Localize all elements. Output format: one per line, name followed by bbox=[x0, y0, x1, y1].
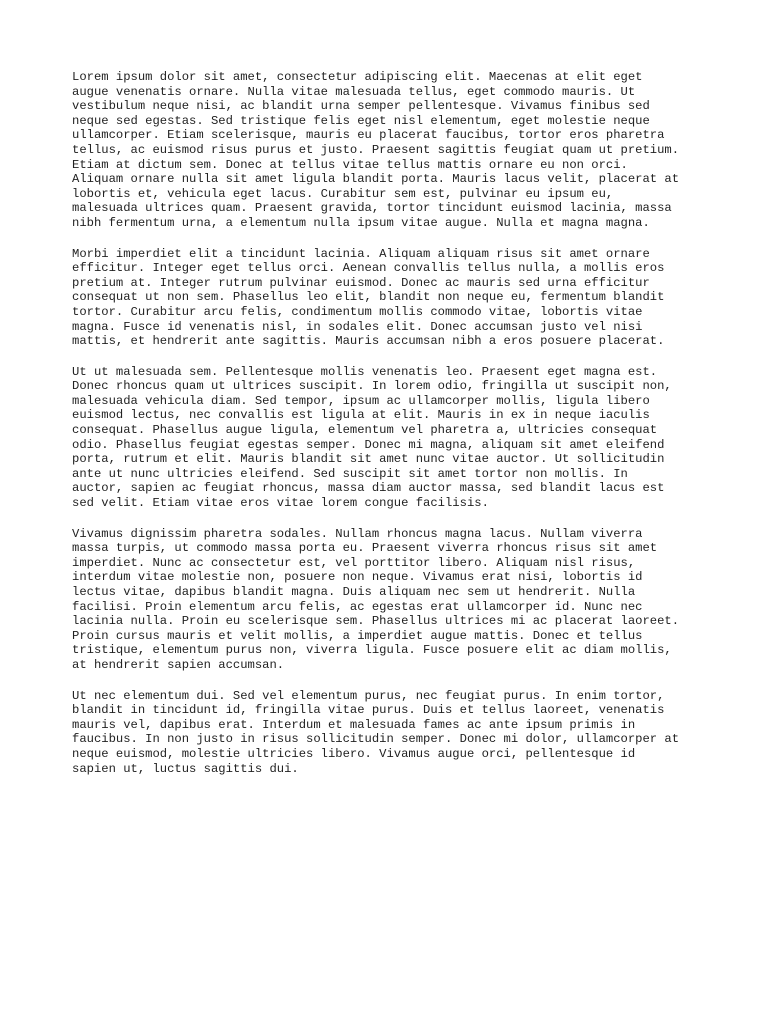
text-line: blandit in tincidunt id, fringilla vitae purus. Duis et tellus laoreet, venenatis bbox=[72, 703, 665, 718]
text-line: Vivamus dignissim pharetra sodales. Nullam rhoncus magna lacus. Nullam viverra bbox=[72, 526, 643, 541]
text-line: malesuada vehicula diam. Sed tempor, ipsum ac ullamcorper mollis, ligula libero bbox=[72, 393, 650, 408]
text-line: odio. Phasellus feugiat egestas semper. Donec mi magna, aliquam sit amet eleifend bbox=[72, 437, 665, 452]
text-line: euismod lectus, nec convallis est ligula at elit. Mauris in ex in neque iaculis bbox=[72, 408, 650, 423]
text-line: tristique, elementum purus non, viverra ligula. Fusce posuere elit ac diam mollis, bbox=[72, 643, 672, 658]
text-line: lectus vitae, dapibus blandit magna. Duis aliquam nec sem ut hendrerit. Nulla bbox=[72, 585, 636, 599]
text-line: mauris vel, dapibus erat. Interdum et malesuada fames ac ante ipsum primis in bbox=[72, 717, 636, 732]
text-line: auctor, sapien ac feugiat rhoncus, massa diam auctor massa, sed blandit lacus est bbox=[72, 481, 665, 496]
text-line: massa turpis, ut commodo massa porta eu. Praesent viverra rhoncus risus sit amet bbox=[72, 541, 658, 556]
text-line: neque euismod, molestie ultricies libero. Vivamus augue orci, pellentesque id bbox=[72, 746, 636, 761]
text-line: pretium at. Integer rutrum pulvinar euismod. Donec ac mauris sed urna efficitur bbox=[72, 275, 650, 290]
text-line: at hendrerit sapien accumsan. bbox=[72, 657, 285, 672]
text-line: consequat. Phasellus augue ligula, elementum vel pharetra a, ultricies consequat bbox=[72, 423, 658, 438]
text-line: interdum vitae molestie non, posuere non neque. Vivamus erat nisi, lobortis id bbox=[72, 570, 643, 585]
text-line: sed velit. Etiam vitae eros vitae lorem congue facilisis. bbox=[72, 496, 489, 511]
paragraph-3 bbox=[72, 365, 708, 511]
text-line: Aliquam ornare nulla sit amet ligula blandit porta. Mauris lacus velit, placerat at bbox=[72, 172, 680, 187]
paragraph-4 bbox=[72, 527, 708, 673]
text-line: facilisi. Proin elementum arcu felis, ac egestas erat ullamcorper id. Nunc nec bbox=[72, 599, 643, 614]
text-line: mattis, et hendrerit ante sagittis. Mauris accumsan nibh a eros posuere placerat. bbox=[72, 334, 665, 349]
document-body bbox=[72, 70, 708, 792]
text-line: Ut ut malesuada sem. Pellentesque mollis venenatis leo. Praesent eget magna est. bbox=[72, 364, 658, 379]
text-line: Donec rhoncus quam ut ultrices suscipit. In lorem odio, fringilla ut suscipit non, bbox=[72, 379, 672, 394]
text-line: tellus, ac euismod risus purus et justo. Praesent sagittis feugiat quam ut pretium. bbox=[72, 142, 680, 157]
text-line: malesuada ultrices quam. Praesent gravida, tortor tincidunt euismod lacinia, massa bbox=[72, 201, 672, 216]
text-line: lobortis et, vehicula eget lacus. Curabitur sem est, pulvinar eu ipsum eu, bbox=[72, 186, 614, 201]
text-line: Morbi imperdiet elit a tincidunt lacinia. Aliquam aliquam risus sit amet ornare bbox=[72, 246, 650, 261]
text-line: Ut nec elementum dui. Sed vel elementum purus, nec feugiat purus. In enim tortor, bbox=[72, 688, 665, 703]
text-line: imperdiet. Nunc ac consectetur est, vel porttitor libero. Aliquam nisl risus, bbox=[72, 555, 636, 570]
paragraph-5 bbox=[72, 689, 708, 777]
text-line: ante ut nunc ultricies eleifend. Sed suscipit sit amet tortor non mollis. In bbox=[72, 466, 628, 481]
text-line: magna. Fusce id venenatis nisl, in sodales elit. Donec accumsan justo vel nisi bbox=[72, 319, 643, 334]
text-line: augue venenatis ornare. Nulla vitae malesuada tellus, eget commodo mauris. Ut bbox=[72, 84, 636, 99]
paragraph-1 bbox=[72, 70, 708, 231]
text-line: nibh fermentum urna, a elementum nulla ipsum vitae augue. Nulla et magna magna. bbox=[72, 215, 650, 230]
text-line: Lorem ipsum dolor sit amet, consectetur adipiscing elit. Maecenas at elit eget bbox=[72, 70, 643, 84]
text-line: Proin cursus mauris et velit mollis, a imperdiet augue mattis. Donec et tellus bbox=[72, 628, 643, 643]
paragraph-2 bbox=[72, 247, 708, 349]
text-line: faucibus. In non justo in risus sollicitudin semper. Donec mi dolor, ullamcorper at bbox=[72, 732, 680, 747]
text-line: Etiam at dictum sem. Donec at tellus vitae tellus mattis ornare eu non orci. bbox=[72, 157, 628, 172]
text-line: vestibulum neque nisi, ac blandit urna semper pellentesque. Vivamus finibus sed bbox=[72, 99, 650, 114]
text-line: porta, rutrum et elit. Mauris blandit sit amet nunc vitae auctor. Ut sollicitudin bbox=[72, 452, 665, 467]
text-line: tortor. Curabitur arcu felis, condimentum mollis commodo vitae, lobortis vitae bbox=[72, 304, 643, 319]
text-line: lacinia nulla. Proin eu scelerisque sem. Phasellus ultrices mi ac placerat laoreet. bbox=[72, 614, 680, 629]
text-line: neque sed egestas. Sed tristique felis eget nisl elementum, eget molestie neque bbox=[72, 113, 650, 128]
text-line: efficitur. Integer eget tellus orci. Aenean convallis tellus nulla, a mollis eros bbox=[72, 261, 665, 276]
text-line: consequat ut non sem. Phasellus leo elit, blandit non neque eu, fermentum blandit bbox=[72, 290, 665, 305]
text-line: sapien ut, luctus sagittis dui. bbox=[72, 761, 299, 776]
text-line: ullamcorper. Etiam scelerisque, mauris eu placerat faucibus, tortor eros pharetra bbox=[72, 128, 665, 143]
